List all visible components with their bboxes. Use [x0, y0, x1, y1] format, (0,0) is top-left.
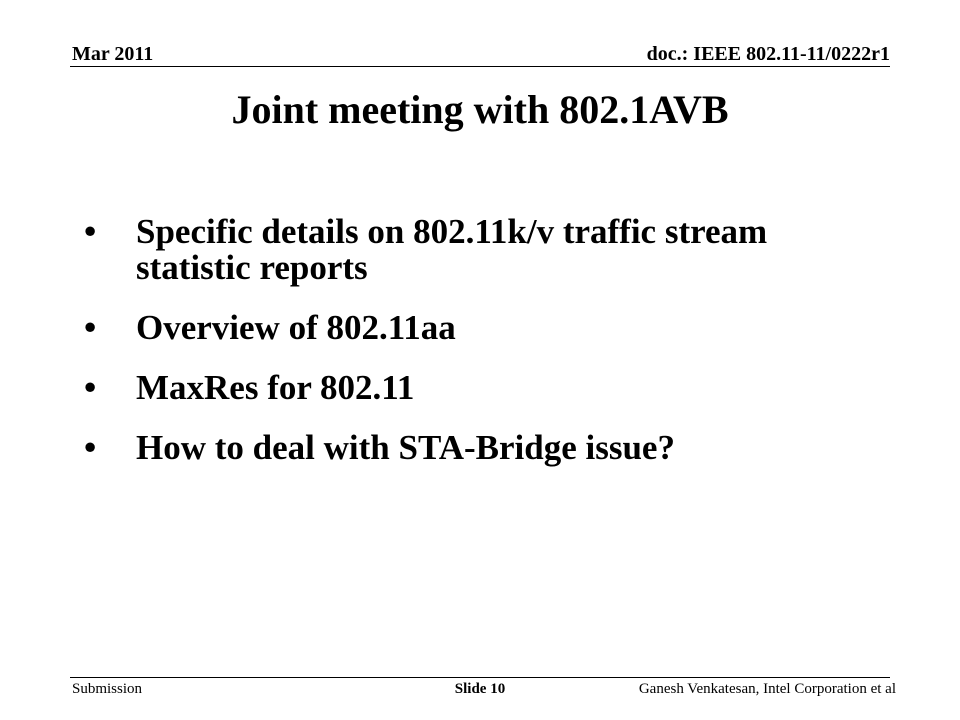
bullet-item [80, 430, 820, 466]
bullet-text: Specific details on 802.11k/v traffic stream statistic reports [136, 212, 768, 287]
bullet-list [80, 214, 820, 490]
footer-divider [70, 677, 890, 678]
footer-slide-number: Slide 10 [454, 681, 506, 697]
bullet-item [80, 310, 820, 346]
footer-author: Ganesh Venkatesan, Intel Corporation et al [638, 681, 896, 697]
bullet-icon: • [84, 308, 97, 347]
header-divider [70, 66, 890, 67]
footer-submission: Submission [72, 681, 143, 697]
bullet-text: MaxRes for 802.11 [136, 368, 415, 407]
bullet-text: Overview of 802.11aa [136, 308, 456, 347]
header-doc-id: doc.: IEEE 802.11-11/0222r1 [646, 43, 890, 65]
bullet-item [80, 370, 820, 406]
bullet-icon: • [84, 368, 97, 407]
header-date: Mar 2011 [72, 43, 154, 65]
bullet-item [80, 214, 820, 286]
bullet-text: How to deal with STA-Bridge issue? [136, 428, 675, 467]
bullet-icon: • [84, 212, 97, 251]
bullet-icon: • [84, 428, 97, 467]
slide-title: Joint meeting with 802.1AVB [231, 87, 729, 132]
